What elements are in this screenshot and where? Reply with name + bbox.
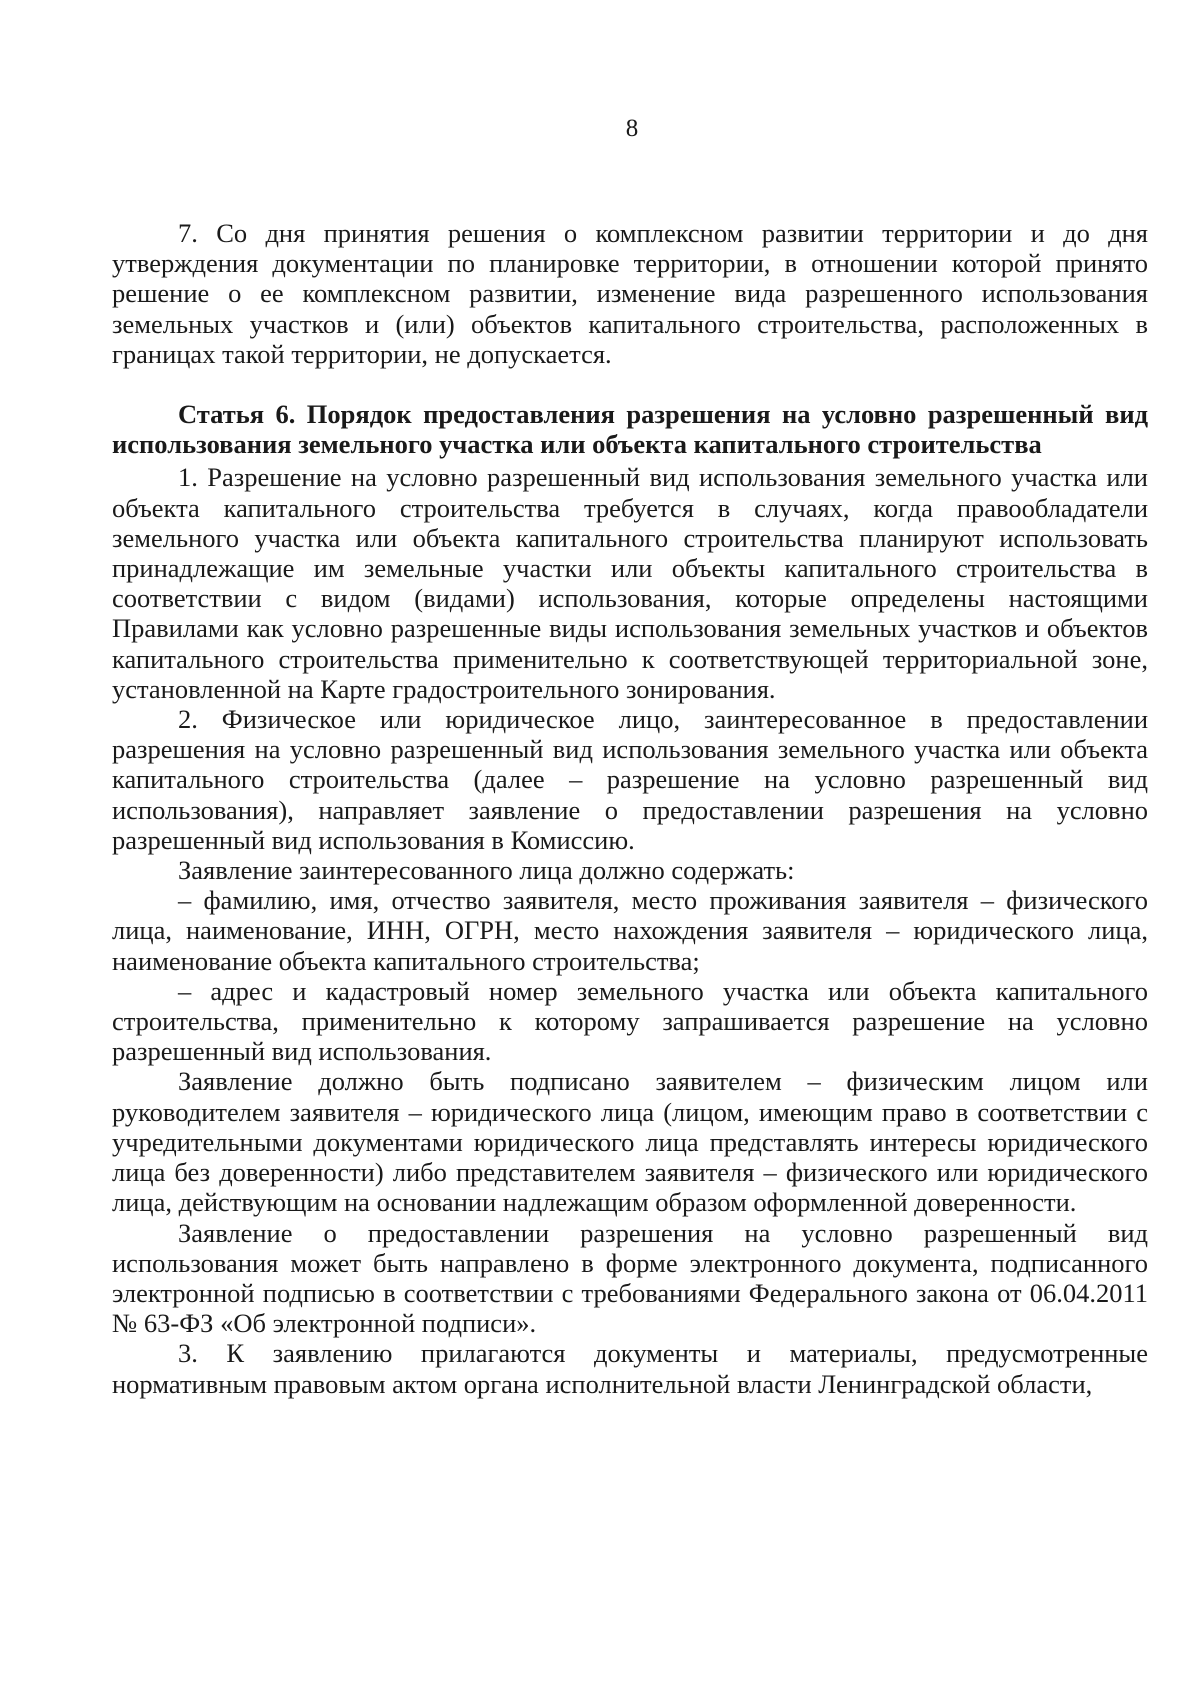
paragraph-item-7: 7. Со дня принятия решения о комплексном развитии территории и до дня утверждения документации по планировке территории, в отношении которой принято решение о ее комплексном развитии, изменение вида разрешенного использования земельных участков и (или) объектов капитального строительства, расположенных в границах такой территории, не допускается. [112, 218, 1148, 369]
list-item-applicant-details: – фамилию, имя, отчество заявителя, место проживания заявителя – физического лица, наименование, ИНН, ОГРН, место нахождения заявителя – юридического лица, наименование объекта капитального строительства; [112, 885, 1148, 976]
paragraph-electronic-document: Заявление о предоставлении разрешения на условно разрешенный вид использования может быть направлено в форме электронного документа, подписанного электронной подписью в соответствии с требованиями Федерального закона от 06.04.2011 № 63-ФЗ «Об электронной подписи». [112, 1217, 1148, 1339]
list-item-address-cadastral: – адрес и кадастровый номер земельного участка или объекта капитального строительства, применительно к которому запрашивается разрешение на условно разрешенный вид использования. [112, 975, 1148, 1067]
document-body [112, 218, 1148, 1399]
paragraph-item-2: 2. Физическое или юридическое лицо, заинтересованное в предоставлении разрешения на условно разрешенный вид использования земельного участка или объекта капитального строительства (далее – разрешение на условно разрешенный вид использования), направляет заявление о предоставлении разрешения на условно разрешенный вид использования в Комиссию. [112, 704, 1148, 855]
paragraph-application-contents: Заявление заинтересованного лица должно содержать: [178, 855, 795, 886]
paragraph-item-1: 1. Разрешение на условно разрешенный вид использования земельного участка или объекта капитального строительства требуется в случаях, когда правообладатели земельного участка или объекта капитального строительства планируют использовать принадлежащие им земельные участки или объекты капитального строительства в соответствии с видом (видами) использования, которые определены настоящими Правилами как условно разрешенные виды использования земельных участков и объектов капитального строительства применительно к соответствующей территориальной зоне, установленной на Карте градостроительного зонирования. [112, 462, 1148, 704]
article-6-heading: Статья 6. Порядок предоставления разрешения на условно разрешенный вид использования земельного участка или объекта капитального строительства [112, 399, 1148, 460]
paragraph-signature-requirements: Заявление должно быть подписано заявителем – физическим лицом или руководителем заявителя – юридического лица (лицом, имеющим право в соответствии с учредительными документами юридического лица представлять интересы юридического лица без доверенности) либо представителем заявителя – физического или юридического лица, действующим на основании надлежащим образом оформленной доверенности. [112, 1066, 1148, 1218]
page-number: 8 [625, 115, 639, 142]
paragraph-item-3: 3. К заявлению прилагаются документы и материалы, предусмотренные нормативным правовым актом органа исполнительной власти Ленинградской области, [112, 1338, 1148, 1399]
